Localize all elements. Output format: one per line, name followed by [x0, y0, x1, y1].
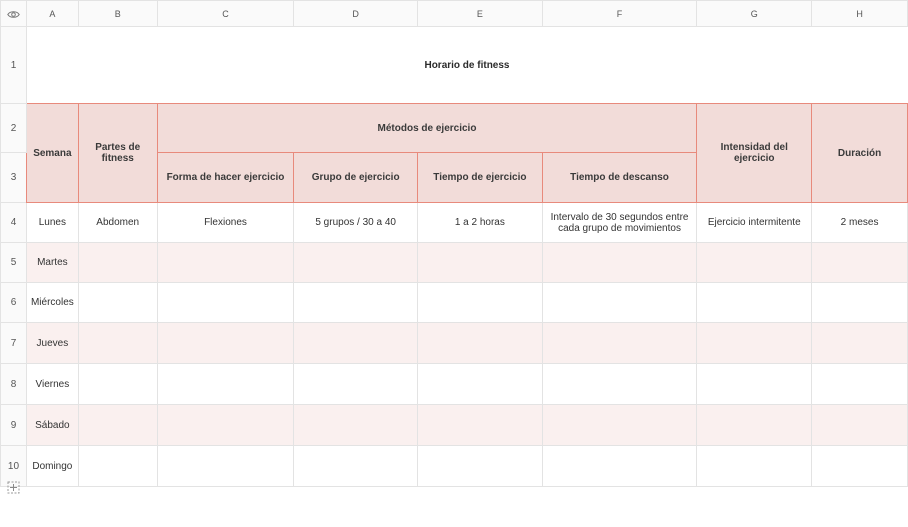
- grupo-cell[interactable]: [294, 283, 418, 323]
- header-intensidad[interactable]: Intensidad del ejercicio: [697, 104, 812, 203]
- sheet-title[interactable]: Horario de fitness: [26, 27, 907, 104]
- header-partes[interactable]: Partes de fitness: [78, 104, 157, 203]
- table-row: [1, 323, 908, 364]
- row-number[interactable]: 6: [1, 283, 27, 323]
- part-cell[interactable]: [78, 243, 157, 283]
- descanso-cell[interactable]: [542, 283, 697, 323]
- intensidad-cell[interactable]: Ejercicio intermitente: [697, 203, 812, 243]
- day-cell[interactable]: Domingo: [26, 446, 78, 487]
- part-cell[interactable]: [78, 405, 157, 446]
- intensidad-cell[interactable]: [697, 446, 812, 487]
- forma-cell[interactable]: Flexiones: [157, 203, 294, 243]
- row-number[interactable]: 7: [1, 323, 27, 364]
- row-number[interactable]: 1: [1, 27, 27, 104]
- part-cell[interactable]: [78, 364, 157, 405]
- column-header-row: [1, 1, 908, 27]
- part-cell[interactable]: [78, 283, 157, 323]
- header-forma[interactable]: Forma de hacer ejercicio: [157, 153, 294, 203]
- column-header-g[interactable]: G: [697, 1, 812, 27]
- grupo-cell[interactable]: 5 grupos / 30 a 40: [294, 203, 418, 243]
- descanso-cell[interactable]: [542, 446, 697, 487]
- table-row: [1, 364, 908, 405]
- intensidad-cell[interactable]: [697, 323, 812, 364]
- duracion-cell[interactable]: [812, 283, 908, 323]
- descanso-cell[interactable]: [542, 364, 697, 405]
- day-cell[interactable]: Lunes: [26, 203, 78, 243]
- part-cell[interactable]: Abdomen: [78, 203, 157, 243]
- title-row: [1, 27, 908, 104]
- grupo-cell[interactable]: [294, 364, 418, 405]
- corner-cell[interactable]: [1, 1, 27, 27]
- forma-cell[interactable]: [157, 283, 294, 323]
- day-cell[interactable]: Martes: [26, 243, 78, 283]
- column-header-e[interactable]: E: [418, 1, 543, 27]
- header-tiempo[interactable]: Tiempo de ejercicio: [418, 153, 543, 203]
- intensidad-cell[interactable]: [697, 364, 812, 405]
- day-cell[interactable]: Viernes: [26, 364, 78, 405]
- duracion-cell[interactable]: [812, 405, 908, 446]
- grupo-cell[interactable]: [294, 405, 418, 446]
- column-header-h[interactable]: H: [812, 1, 908, 27]
- table-row: [1, 243, 908, 283]
- part-cell[interactable]: [78, 446, 157, 487]
- column-header-f[interactable]: F: [542, 1, 697, 27]
- day-cell[interactable]: Miércoles: [26, 283, 78, 323]
- header-descanso[interactable]: Tiempo de descanso: [542, 153, 697, 203]
- header-duracion[interactable]: Duración: [812, 104, 908, 203]
- table-row: [1, 446, 908, 487]
- day-cell[interactable]: Sábado: [26, 405, 78, 446]
- row-number[interactable]: 9: [1, 405, 27, 446]
- header-semana[interactable]: Semana: [26, 104, 78, 203]
- header-metodos[interactable]: Métodos de ejercicio: [157, 104, 697, 153]
- table-row: [1, 405, 908, 446]
- duracion-cell[interactable]: [812, 446, 908, 487]
- column-header-d[interactable]: D: [294, 1, 418, 27]
- row-number[interactable]: 8: [1, 364, 27, 405]
- forma-cell[interactable]: [157, 364, 294, 405]
- header-grupo[interactable]: Grupo de ejercicio: [294, 153, 418, 203]
- duracion-cell[interactable]: [812, 243, 908, 283]
- duracion-cell[interactable]: [812, 364, 908, 405]
- grupo-cell[interactable]: [294, 243, 418, 283]
- table-row: [1, 283, 908, 323]
- day-cell[interactable]: Jueves: [26, 323, 78, 364]
- tiempo-cell[interactable]: [418, 364, 543, 405]
- row-number[interactable]: 4: [1, 203, 27, 243]
- row-number[interactable]: 5: [1, 243, 27, 283]
- row-number[interactable]: 3: [1, 153, 27, 203]
- descanso-cell[interactable]: [542, 323, 697, 364]
- column-header-a[interactable]: A: [26, 1, 78, 27]
- resize-icon[interactable]: [7, 481, 20, 494]
- row-number[interactable]: 2: [1, 104, 27, 153]
- grupo-cell[interactable]: [294, 446, 418, 487]
- part-cell[interactable]: [78, 323, 157, 364]
- table-row: [1, 203, 908, 243]
- forma-cell[interactable]: [157, 446, 294, 487]
- eye-icon[interactable]: [7, 10, 20, 19]
- tiempo-cell[interactable]: [418, 405, 543, 446]
- tiempo-cell[interactable]: [418, 243, 543, 283]
- grupo-cell[interactable]: [294, 323, 418, 364]
- intensidad-cell[interactable]: [697, 405, 812, 446]
- forma-cell[interactable]: [157, 405, 294, 446]
- column-header-b[interactable]: B: [78, 1, 157, 27]
- tiempo-cell[interactable]: [418, 446, 543, 487]
- duracion-cell[interactable]: 2 meses: [812, 203, 908, 243]
- descanso-cell[interactable]: [542, 243, 697, 283]
- row-number[interactable]: 10: [1, 446, 27, 487]
- descanso-cell[interactable]: Intervalo de 30 segundos entre cada grupo de movimientos: [542, 203, 697, 243]
- tiempo-cell[interactable]: 1 a 2 horas: [418, 203, 543, 243]
- intensidad-cell[interactable]: [697, 283, 812, 323]
- tiempo-cell[interactable]: [418, 283, 543, 323]
- forma-cell[interactable]: [157, 243, 294, 283]
- forma-cell[interactable]: [157, 323, 294, 364]
- descanso-cell[interactable]: [542, 405, 697, 446]
- tiempo-cell[interactable]: [418, 323, 543, 364]
- intensidad-cell[interactable]: [697, 243, 812, 283]
- header-row-top: [1, 104, 908, 153]
- column-header-c[interactable]: C: [157, 1, 294, 27]
- duracion-cell[interactable]: [812, 323, 908, 364]
